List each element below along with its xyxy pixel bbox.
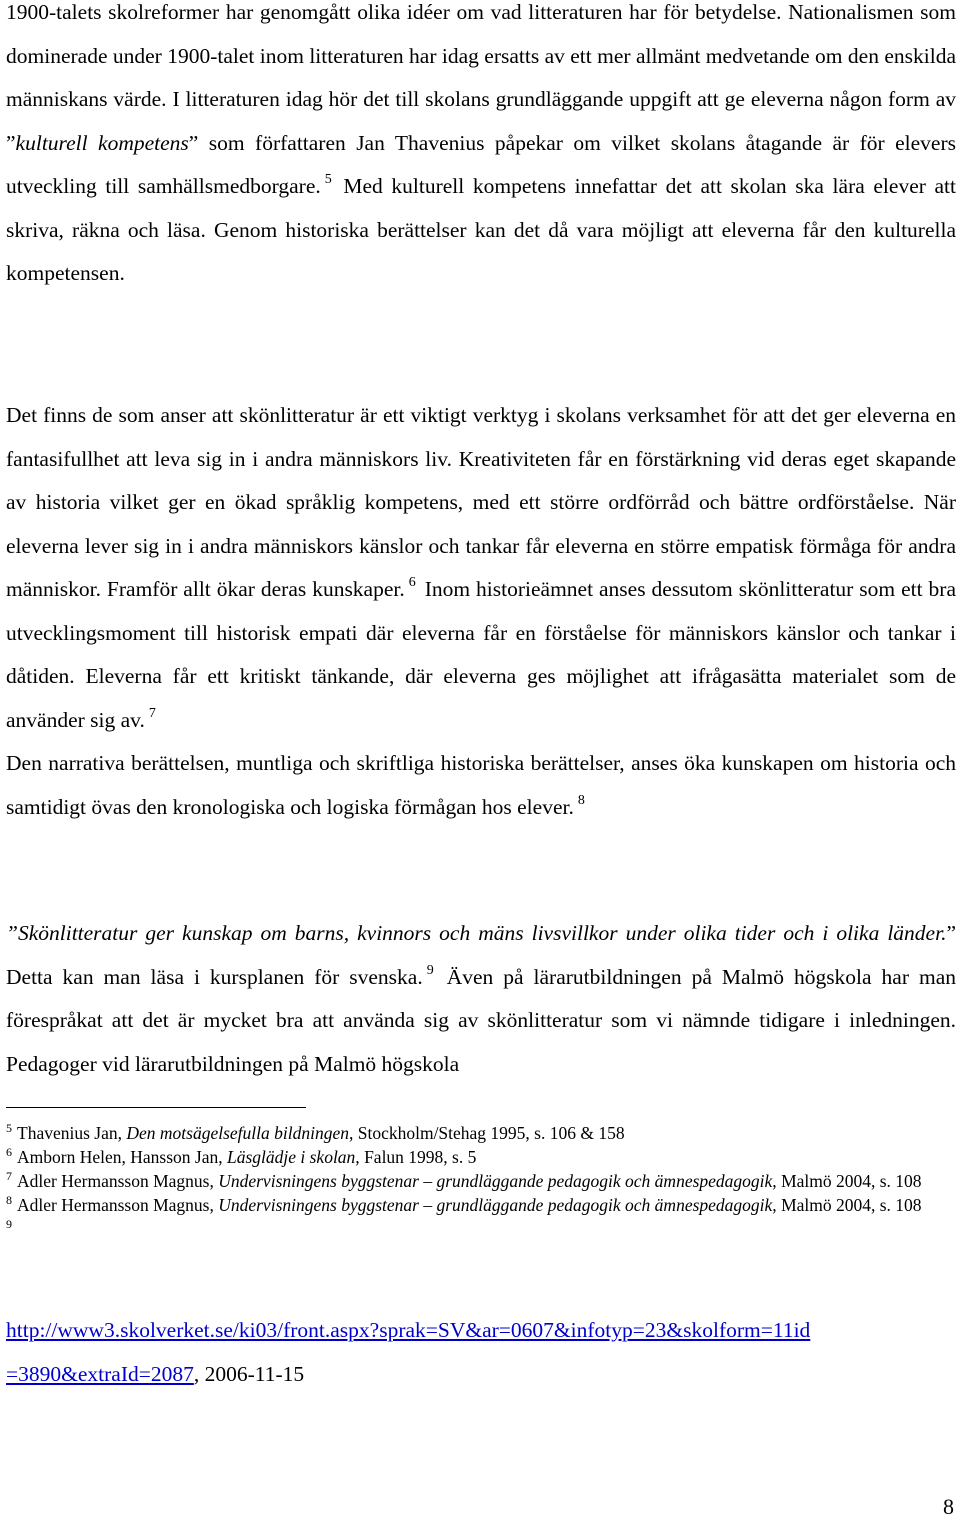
footnote-5 (6, 1121, 946, 1145)
footnote-number: 7 (6, 1169, 12, 1183)
text-run: ” Detta kan man läsa i kursplanen för svenska. (6, 921, 956, 989)
italic-term: kulturell kompetens (15, 130, 189, 155)
footnote-8 (6, 1193, 946, 1217)
footnote-number: 8 (6, 1193, 12, 1207)
footnote-author: Adler Hermansson Magnus, (17, 1171, 219, 1191)
footnote-ref[interactable]: 9 (426, 962, 434, 978)
footnote-date: , 2006-11-15 (193, 1361, 305, 1386)
footnote-author: Amborn Helen, Hansson Jan, (17, 1147, 227, 1167)
paragraph-3 (6, 912, 956, 1086)
paragraph-1 (6, 0, 956, 296)
footnotes (6, 1121, 946, 1241)
footnote-details: Malmö 2004, s. 108 (776, 1171, 922, 1191)
footnote-number: 5 (6, 1121, 12, 1135)
footnote-6 (6, 1145, 946, 1169)
footnote-ref[interactable]: 8 (577, 792, 585, 808)
footnote-title: Den motsägelsefulla bildningen (126, 1123, 349, 1143)
footnote-title: Undervisningens byggstenar – grundläggande pedagogik och ämnespedagogik, (218, 1195, 777, 1215)
footnote-author: Thavenius Jan, (17, 1123, 127, 1143)
footnote-link[interactable] (6, 1318, 810, 1386)
footnote-separator (6, 1107, 306, 1108)
footnote-7 (6, 1169, 946, 1193)
footnote-title: Läsglädje i skolan, (226, 1147, 360, 1167)
footnote-9-number (6, 1217, 946, 1241)
italic-quote: ”Skönlitteratur ger kunskap om barns, kvinnors och mäns livsvillkor under olika tider och i olika länder. (6, 921, 947, 945)
link-text[interactable]: http://www3.skolverket.se/ki03/front.aspx?sprak=SV&ar=0607&infotyp=23&skolform=11id (6, 1318, 811, 1342)
footnote-number: 6 (6, 1145, 12, 1159)
footnote-details: Falun 1998, s. 5 (359, 1147, 477, 1167)
footnote-ref[interactable]: 5 (324, 172, 332, 187)
text-run: Den narrativa berättelsen, muntliga och skriftliga historiska berättelser, anses öka kunskapen om historia och samtidigt övas den kronologiska och logiska förmågan hos elever. (6, 751, 956, 819)
footnote-author: Adler Hermansson Magnus, (17, 1195, 219, 1215)
text-run: ” som författaren Jan Thavenius påpekar om vilket skolans åtagande är för elevers utveckling till samhällsmedborgare. (6, 130, 956, 198)
text-run: 1900-talets skolreformer har genomgått olika idéer om vad litteraturen har för betydelse. Nationalismen som dominerade under 1900-talet inom litteraturen har idag ersatts av ett mer allmänt medvetande om den enskilda människans värde. I litteraturen idag hör det till skolans grundläggande uppgift att ge eleverna någon form av ” (6, 0, 956, 155)
text-run: Även på lärarutbildningen på Malmö högskola har man förespråkat att det är mycket bra att använda sig av skönlitteratur som vi nämnde tidigare i inledningen. Pedagoger vid lärarutbildningen på Malmö högskola (6, 964, 957, 1076)
footnote-details: Malmö 2004, s. 108 (776, 1195, 922, 1215)
link-text[interactable]: =3890&extraId=2087 (6, 1361, 194, 1386)
text-run: Med kulturell kompetens innefattar det att skolan ska lära elever att skriva, räkna och läsa. Genom historiska berättelser kan det då vara möjligt att eleverna får den kulturella kompetensen. (6, 174, 956, 285)
footnote-ref[interactable]: 6 (408, 575, 416, 590)
footnote-ref[interactable]: 7 (148, 705, 156, 721)
footnote-number: 9 (6, 1217, 12, 1231)
paragraph-2 (6, 394, 956, 829)
text-run: Det finns de som anser att skönlitteratur är ett viktigt verktyg i skolans verksamhet för att det ger eleverna en fantasifullhet att leva sig in i andra människors liv. Kreativiteten får en förstärkning vid deras eget skapande av historia vilket ger en ökad språklig kompetens, med ett större ordförråd och bättre ordförståelse. När eleverna lever sig in i andra människors känslor och tankar får eleverna en större empatisk förmåga för andra människor. Framför allt ökar deras kunskaper. (6, 403, 956, 601)
footnote-title: Undervisningens byggstenar – grundläggande pedagogik och ämnespedagogik, (218, 1171, 777, 1191)
footnote-9 (6, 1309, 956, 1396)
page-number: 8 (943, 1494, 954, 1519)
footnote-details: , Stockholm/Stehag 1995, s. 106 & 158 (348, 1123, 625, 1143)
text-run: Inom historieämnet anses dessutom skönlitteratur som ett bra utvecklingsmoment till historisk empati där eleverna får en förståelse för människors känslor och tankar i dåtiden. Eleverna får ett kritiskt tänkande, där eleverna ges möjlighet att ifrågasätta materialet som de använder sig av. (6, 577, 956, 732)
